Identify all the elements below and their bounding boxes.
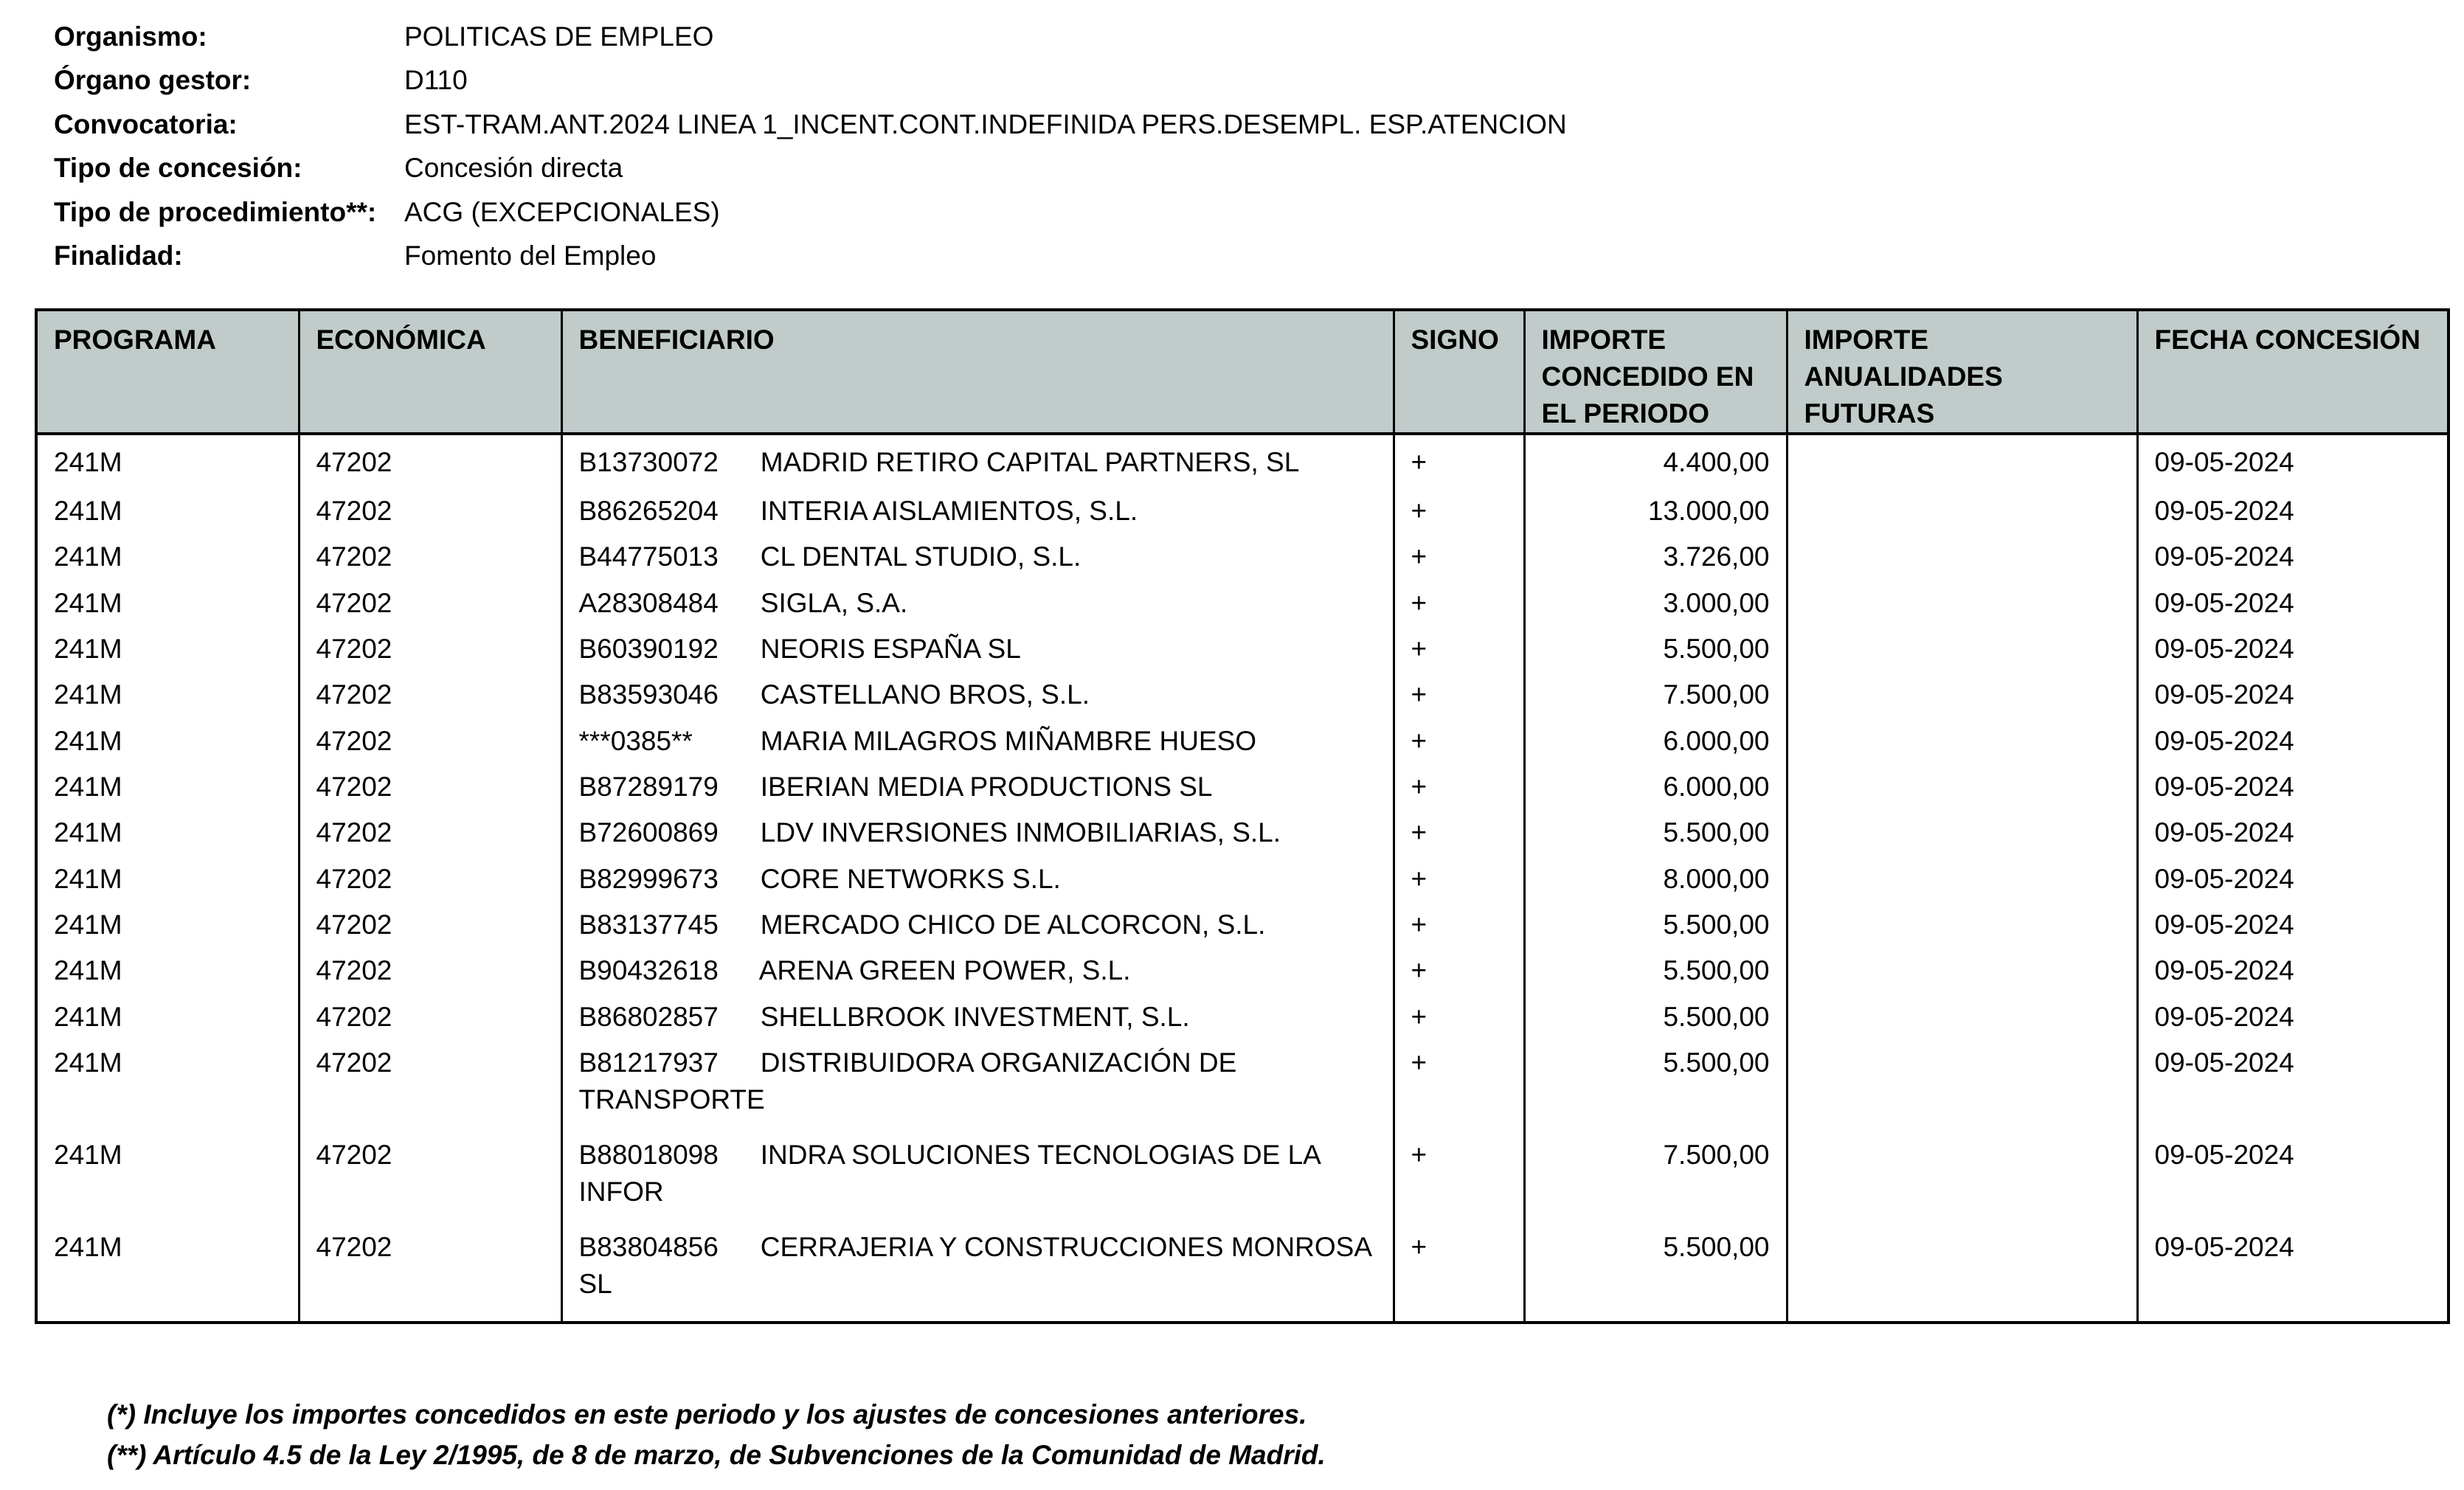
beneficiary-nif: B88018098 (578, 1139, 719, 1170)
cell-economica: 47202 (299, 861, 561, 907)
cell-beneficiario (561, 814, 1394, 860)
cell-importe: 4.400,00 (1524, 434, 1787, 493)
cell-economica: 47202 (299, 999, 561, 1044)
beneficiary-nif: B60390192 (578, 633, 719, 664)
cell-fecha: 09-05-2024 (2137, 434, 2449, 493)
cell-anualidades (1787, 1044, 2137, 1137)
cell-programa: 241M (36, 1044, 299, 1137)
beneficiary-name: IBERIAN MEDIA PRODUCTIONS SL (760, 771, 1213, 802)
table-row (36, 814, 2449, 860)
cell-importe: 5.500,00 (1524, 1044, 1787, 1137)
cell-economica: 47202 (299, 952, 561, 998)
cell-economica: 47202 (299, 1229, 561, 1321)
cell-anualidades (1787, 676, 2137, 722)
cell-beneficiario (561, 1044, 1394, 1137)
beneficiary-name: CASTELLANO BROS, S.L. (760, 679, 1090, 710)
column-header-importe: IMPORTE CONCEDIDO EN EL PERIODO (1524, 310, 1787, 434)
beneficiary-name: DISTRIBUIDORA ORGANIZACIÓN DE TRANSPORTE (578, 1047, 1237, 1115)
beneficiary-nif: B81217937 (578, 1047, 719, 1078)
cell-beneficiario (561, 861, 1394, 907)
beneficiary-name: CL DENTAL STUDIO, S.L. (760, 541, 1082, 572)
beneficiary-nif: B44775013 (578, 541, 719, 572)
cell-fecha: 09-05-2024 (2137, 861, 2449, 907)
header-label: Órgano gestor: (54, 65, 252, 96)
column-header-anualidades: IMPORTE ANUALIDADES FUTURAS (1787, 310, 2137, 434)
cell-signo: + (1394, 952, 1524, 998)
beneficiary-name: INTERIA AISLAMIENTOS, S.L. (760, 495, 1138, 526)
cell-programa: 241M (36, 434, 299, 493)
header-value: EST-TRAM.ANT.2024 LINEA 1_INCENT.CONT.INDEFINIDA PERS.DESEMPL. ESP.ATENCION (404, 108, 1567, 139)
cell-importe: 6.000,00 (1524, 769, 1787, 814)
table-row (36, 631, 2449, 676)
cell-fecha: 09-05-2024 (2137, 1137, 2449, 1229)
cell-importe: 7.500,00 (1524, 1137, 1787, 1229)
cell-anualidades (1787, 769, 2137, 814)
header-value: ACG (EXCEPCIONALES) (404, 196, 720, 227)
cell-importe: 5.500,00 (1524, 814, 1787, 860)
cell-anualidades (1787, 434, 2137, 493)
header-label: Tipo de procedimiento**: (54, 196, 377, 227)
column-header-signo: SIGNO (1394, 310, 1524, 434)
cell-beneficiario (561, 493, 1394, 538)
header-value: D110 (404, 65, 468, 96)
document-header (54, 15, 1567, 278)
footnotes (107, 1394, 1326, 1475)
cell-importe: 5.500,00 (1524, 631, 1787, 676)
header-value: Concesión directa (404, 153, 623, 184)
table-body (36, 434, 2449, 1323)
cell-importe: 6.000,00 (1524, 723, 1787, 769)
cell-economica: 47202 (299, 676, 561, 722)
beneficiary-name: SIGLA, S.A. (760, 587, 908, 618)
cell-programa: 241M (36, 723, 299, 769)
beneficiary-name: MARIA MILAGROS MIÑAMBRE HUESO (760, 725, 1257, 756)
cell-economica: 47202 (299, 631, 561, 676)
cell-fecha: 09-05-2024 (2137, 1229, 2449, 1321)
cell-fecha: 09-05-2024 (2137, 769, 2449, 814)
header-row-convocatoria (54, 103, 1567, 147)
cell-fecha: 09-05-2024 (2137, 585, 2449, 631)
cell-beneficiario (561, 1137, 1394, 1229)
header-label: Finalidad: (54, 240, 183, 271)
beneficiary-name: MADRID RETIRO CAPITAL PARTNERS, SL (760, 447, 1300, 477)
cell-signo: + (1394, 723, 1524, 769)
table-header-row (36, 310, 2449, 434)
cell-programa: 241M (36, 493, 299, 538)
cell-fecha: 09-05-2024 (2137, 814, 2449, 860)
cell-signo: + (1394, 434, 1524, 493)
table-filler-row (36, 1320, 2449, 1323)
beneficiary-nif: B72600869 (578, 817, 719, 848)
cell-beneficiario (561, 434, 1394, 493)
cell-programa: 241M (36, 1137, 299, 1229)
cell-signo: + (1394, 631, 1524, 676)
table-row (36, 907, 2449, 952)
table-row (36, 493, 2449, 538)
cell-economica: 47202 (299, 585, 561, 631)
column-header-beneficiario: BENEFICIARIO (561, 310, 1394, 434)
cell-signo: + (1394, 814, 1524, 860)
cell-fecha: 09-05-2024 (2137, 723, 2449, 769)
cell-importe: 3.000,00 (1524, 585, 1787, 631)
cell-signo: + (1394, 676, 1524, 722)
cell-anualidades (1787, 814, 2137, 860)
cell-programa: 241M (36, 631, 299, 676)
table-row (36, 952, 2449, 998)
cell-programa: 241M (36, 676, 299, 722)
cell-signo: + (1394, 861, 1524, 907)
cell-fecha: 09-05-2024 (2137, 999, 2449, 1044)
cell-programa: 241M (36, 585, 299, 631)
cell-signo: + (1394, 585, 1524, 631)
beneficiary-name: MERCADO CHICO DE ALCORCON, S.L. (760, 909, 1266, 940)
beneficiary-nif: B90432618 (578, 955, 719, 986)
cell-signo: + (1394, 1044, 1524, 1137)
cell-beneficiario (561, 631, 1394, 676)
cell-fecha: 09-05-2024 (2137, 907, 2449, 952)
cell-programa: 241M (36, 814, 299, 860)
header-row-finalidad (54, 235, 1567, 279)
beneficiary-name: CORE NETWORKS S.L. (760, 863, 1061, 894)
cell-signo: + (1394, 1229, 1524, 1321)
beneficiary-nif: B83804856 (578, 1231, 719, 1262)
cell-importe: 5.500,00 (1524, 907, 1787, 952)
beneficiary-name: ARENA GREEN POWER, S.L. (758, 955, 1131, 986)
beneficiary-nif: B13730072 (578, 447, 719, 477)
cell-economica: 47202 (299, 493, 561, 538)
cell-importe: 7.500,00 (1524, 676, 1787, 722)
cell-beneficiario (561, 585, 1394, 631)
beneficiary-nif: B82999673 (578, 863, 719, 894)
beneficiary-name: LDV INVERSIONES INMOBILIARIAS, S.L. (760, 817, 1281, 848)
cell-anualidades (1787, 1229, 2137, 1321)
beneficiary-nif: B86802857 (578, 1001, 719, 1032)
beneficiary-name: INDRA SOLUCIONES TECNOLOGIAS DE LA INFOR (578, 1139, 1320, 1207)
header-label: Tipo de concesión: (54, 153, 302, 184)
cell-anualidades (1787, 861, 2137, 907)
cell-economica: 47202 (299, 814, 561, 860)
cell-fecha: 09-05-2024 (2137, 538, 2449, 584)
column-header-fecha: FECHA CONCESIÓN (2137, 310, 2449, 434)
cell-anualidades (1787, 631, 2137, 676)
cell-beneficiario (561, 1229, 1394, 1321)
cell-importe: 8.000,00 (1524, 861, 1787, 907)
grants-table (35, 308, 2450, 1324)
cell-signo: + (1394, 907, 1524, 952)
footnote-importes: (*) Incluye los importes concedidos en este periodo y los ajustes de concesiones anteriores. (107, 1399, 1307, 1430)
table-row (36, 676, 2449, 722)
table-row (36, 434, 2449, 493)
header-value: Fomento del Empleo (404, 240, 657, 271)
table-row (36, 585, 2449, 631)
cell-importe: 5.500,00 (1524, 1229, 1787, 1321)
cell-anualidades (1787, 538, 2137, 584)
beneficiary-name: NEORIS ESPAÑA SL (760, 633, 1021, 664)
column-header-programa: PROGRAMA (36, 310, 299, 434)
cell-anualidades (1787, 1137, 2137, 1229)
cell-economica: 47202 (299, 538, 561, 584)
header-label: Convocatoria: (54, 108, 238, 139)
header-row-organismo (54, 15, 1567, 59)
table-row (36, 861, 2449, 907)
beneficiary-name: CERRAJERIA Y CONSTRUCCIONES MONROSA SL (578, 1231, 1371, 1299)
cell-signo: + (1394, 769, 1524, 814)
column-header-economica: ECONÓMICA (299, 310, 561, 434)
cell-fecha: 09-05-2024 (2137, 631, 2449, 676)
cell-economica: 47202 (299, 1044, 561, 1137)
beneficiary-nif: ***0385** (578, 725, 693, 756)
table-row (36, 1044, 2449, 1137)
cell-beneficiario (561, 723, 1394, 769)
cell-importe: 13.000,00 (1524, 493, 1787, 538)
header-label: Organismo: (54, 21, 207, 52)
cell-economica: 47202 (299, 434, 561, 493)
table-row (36, 1229, 2449, 1321)
beneficiary-nif: B87289179 (578, 771, 719, 802)
cell-fecha: 09-05-2024 (2137, 676, 2449, 722)
header-value: POLITICAS DE EMPLEO (404, 21, 714, 52)
table-row (36, 723, 2449, 769)
footnote-ley: (**) Artículo 4.5 de la Ley 2/1995, de 8 de marzo, de Subvenciones de la Comunidad de Madrid. (107, 1440, 1326, 1470)
cell-programa: 241M (36, 861, 299, 907)
beneficiary-nif: B83137745 (578, 909, 719, 940)
cell-economica: 47202 (299, 907, 561, 952)
cell-importe: 5.500,00 (1524, 952, 1787, 998)
cell-anualidades (1787, 952, 2137, 998)
table-row (36, 999, 2449, 1044)
cell-importe: 3.726,00 (1524, 538, 1787, 584)
cell-signo: + (1394, 493, 1524, 538)
cell-anualidades (1787, 493, 2137, 538)
cell-anualidades (1787, 999, 2137, 1044)
table-row (36, 538, 2449, 584)
cell-beneficiario (561, 538, 1394, 584)
cell-economica: 47202 (299, 1137, 561, 1229)
cell-programa: 241M (36, 1229, 299, 1321)
table-row (36, 769, 2449, 814)
cell-signo: + (1394, 999, 1524, 1044)
cell-anualidades (1787, 585, 2137, 631)
cell-fecha: 09-05-2024 (2137, 493, 2449, 538)
cell-importe: 5.500,00 (1524, 999, 1787, 1044)
table-row (36, 1137, 2449, 1229)
cell-beneficiario (561, 769, 1394, 814)
cell-fecha: 09-05-2024 (2137, 1044, 2449, 1137)
beneficiary-name: SHELLBROOK INVESTMENT, S.L. (760, 1001, 1190, 1032)
beneficiary-nif: A28308484 (578, 587, 719, 618)
cell-signo: + (1394, 538, 1524, 584)
cell-economica: 47202 (299, 723, 561, 769)
cell-beneficiario (561, 999, 1394, 1044)
cell-beneficiario (561, 907, 1394, 952)
beneficiary-nif: B83593046 (578, 679, 719, 710)
cell-signo: + (1394, 1137, 1524, 1229)
cell-fecha: 09-05-2024 (2137, 952, 2449, 998)
cell-programa: 241M (36, 952, 299, 998)
cell-anualidades (1787, 723, 2137, 769)
header-row-organo-gestor (54, 59, 1567, 103)
cell-beneficiario (561, 676, 1394, 722)
cell-programa: 241M (36, 538, 299, 584)
cell-programa: 241M (36, 907, 299, 952)
cell-programa: 241M (36, 769, 299, 814)
beneficiary-nif: B86265204 (578, 495, 719, 526)
header-row-tipo-procedimiento (54, 190, 1567, 235)
header-row-tipo-concesion (54, 147, 1567, 191)
cell-beneficiario (561, 952, 1394, 998)
cell-programa: 241M (36, 999, 299, 1044)
cell-economica: 47202 (299, 769, 561, 814)
cell-anualidades (1787, 907, 2137, 952)
